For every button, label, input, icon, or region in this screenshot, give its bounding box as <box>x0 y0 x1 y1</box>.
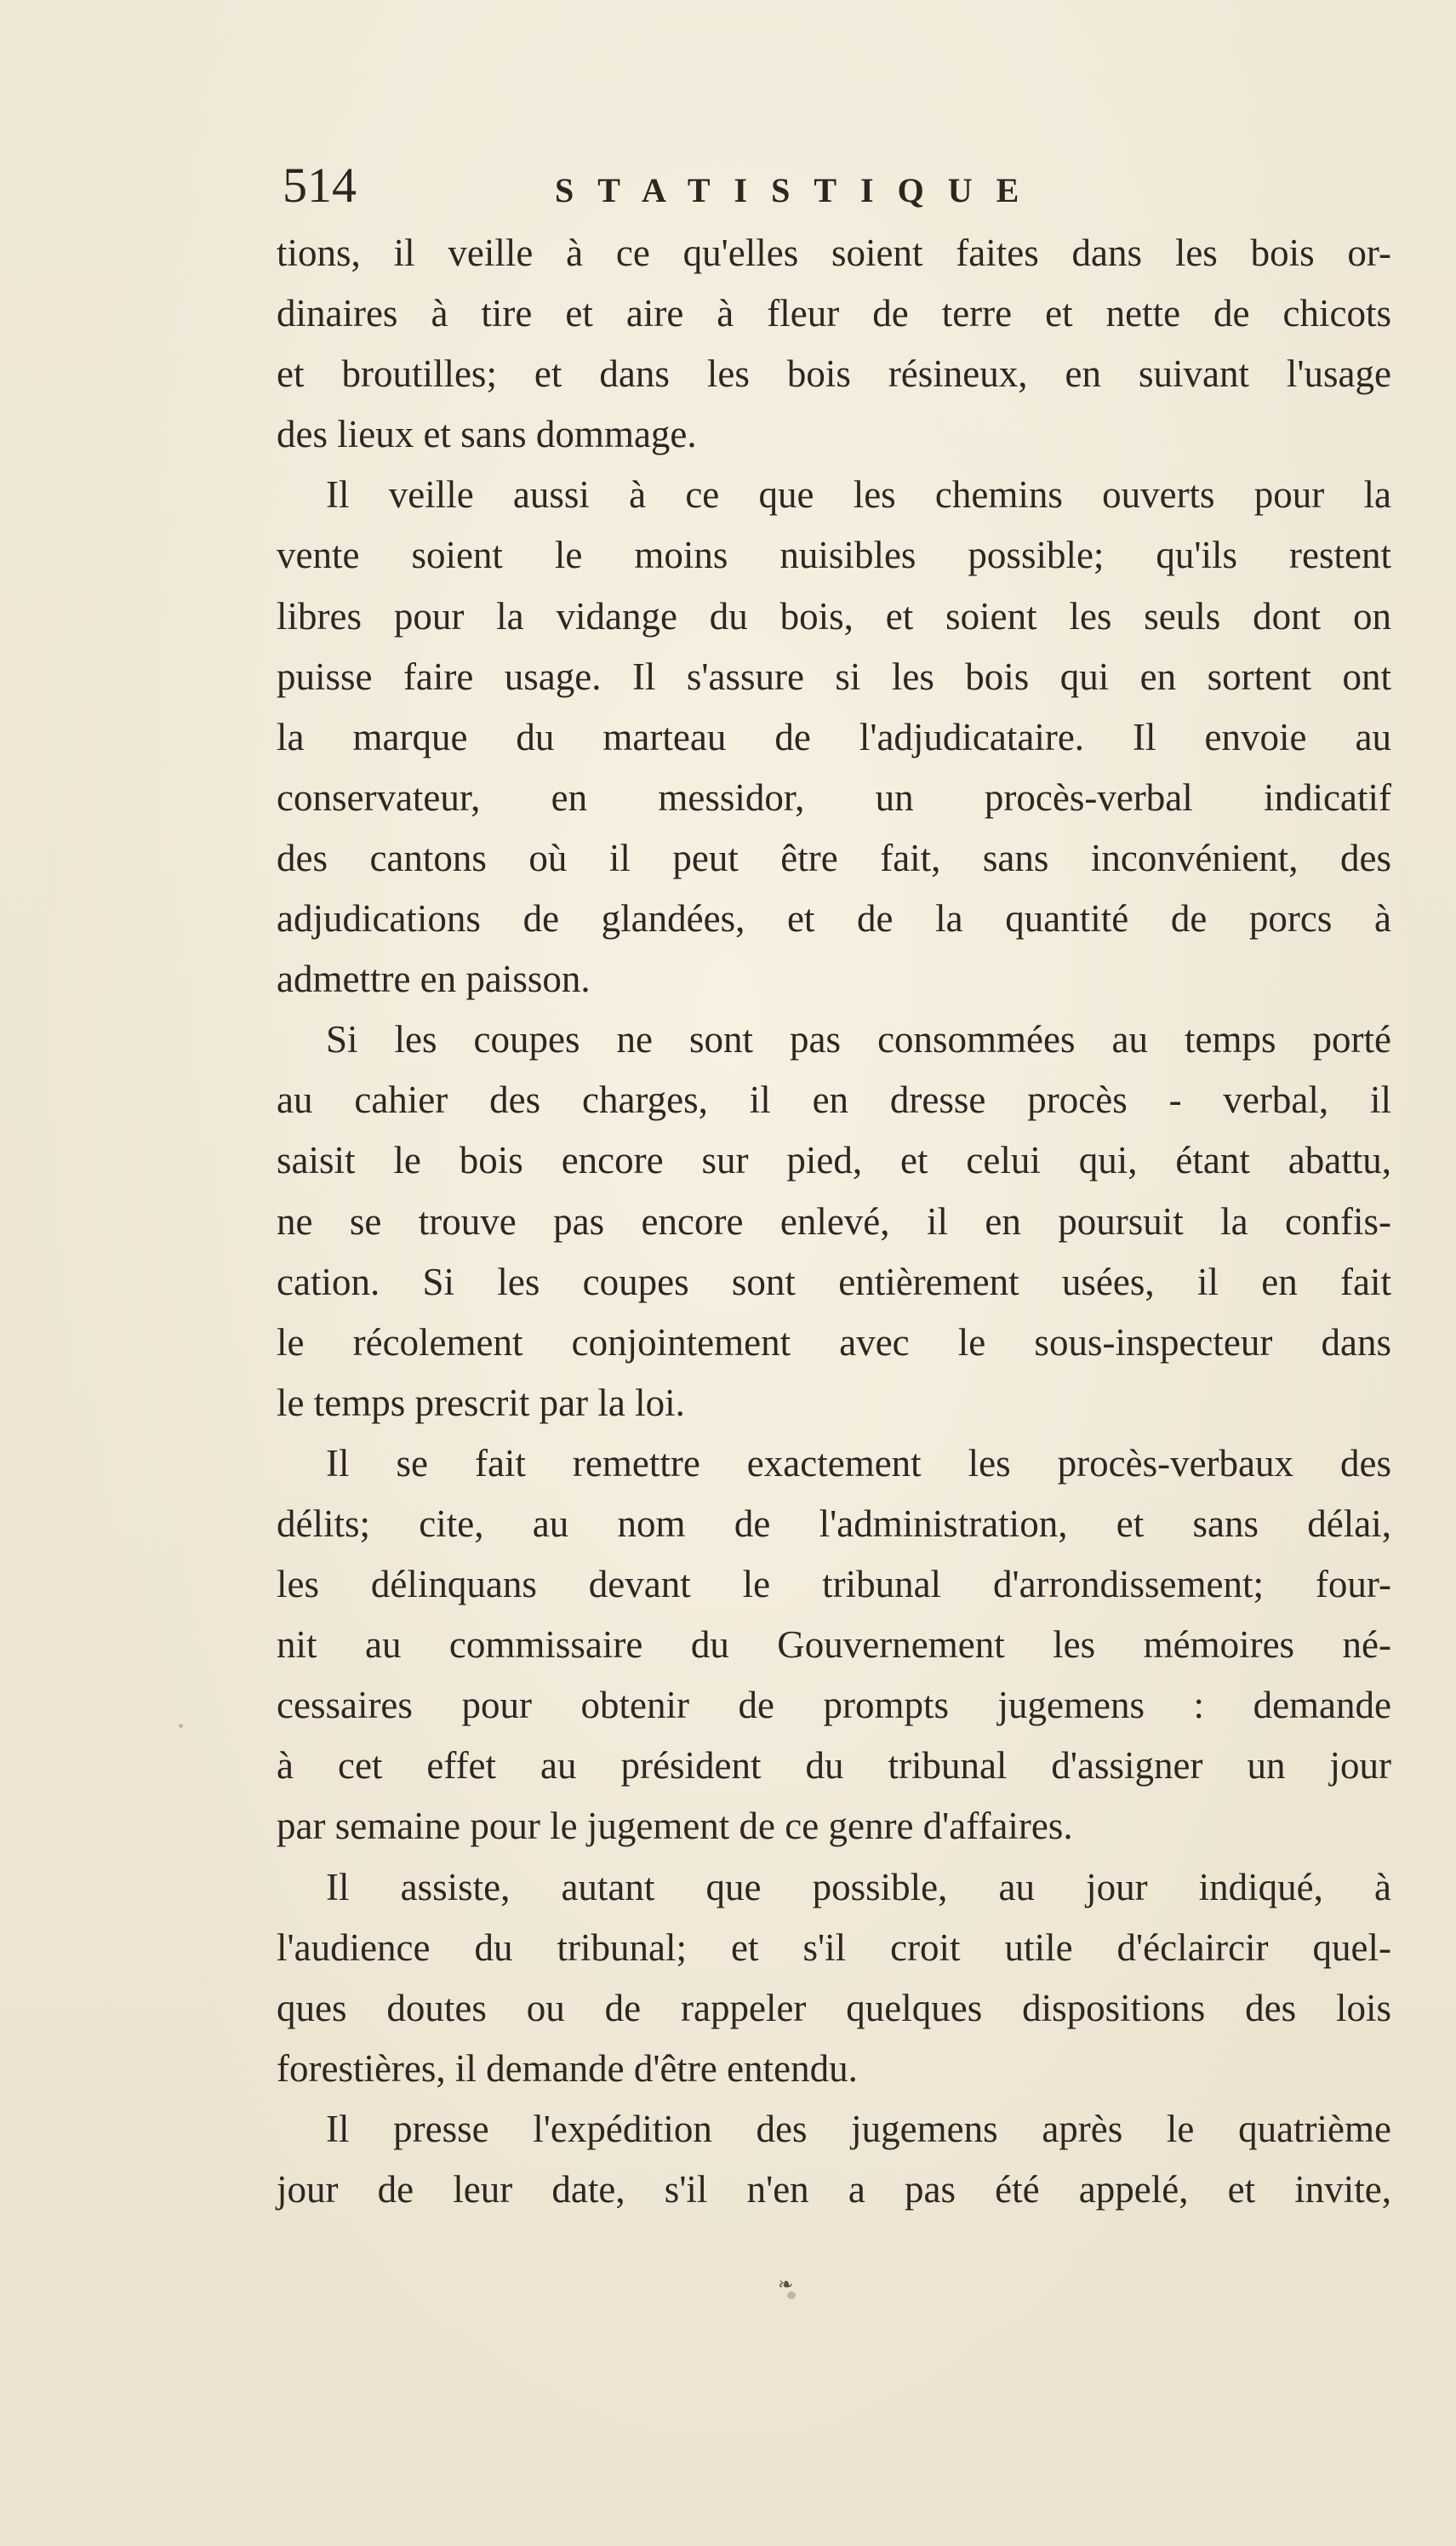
text-line: des cantons où il peut être fait, sans inconvénient, des <box>277 836 1391 879</box>
text-line: saisit le bois encore sur pied, et celui qui, étant abattu, <box>277 1139 1391 1182</box>
paper-speck <box>1106 489 1110 493</box>
text-line: Il veille aussi à ce que les chemins ouverts pour la <box>326 473 1391 517</box>
body-text <box>277 223 1391 2220</box>
text-line: les délinquans devant le tribunal d'arrondissement; four- <box>277 1563 1391 1606</box>
text-line: admettre en paisson. <box>277 958 591 1001</box>
text-line: cessaires pour obtenir de prompts jugemens : demande <box>277 1684 1391 1727</box>
text-line: Il se fait remettre exactement les procès-verbaux des <box>326 1441 1391 1485</box>
text-line: ques doutes ou de rappeler quelques dispositions des lois <box>277 1986 1391 2029</box>
page-number: 514 <box>283 157 357 213</box>
text-line: jour de leur date, s'il n'en a pas été appelé, et invite, <box>277 2168 1391 2211</box>
text-line: et broutilles; et dans les bois résineux, en suivant l'usage <box>277 352 1391 396</box>
text-line: libres pour la vidange du bois, et soient les seuls dont on <box>277 594 1391 638</box>
text-line: conservateur, en messidor, un procès-verbal indicatif <box>277 775 1391 819</box>
text-line: nit au commissaire du Gouvernement les mémoires né- <box>277 1623 1391 1667</box>
text-line: dinaires à tire et aire à fleur de terre et nette de chicots <box>277 292 1391 335</box>
text-line: forestières, il demande d'être entendu. <box>277 2046 858 2090</box>
text-line: délits; cite, au nom de l'administration, et sans délai, <box>277 1502 1391 1545</box>
paper-speck <box>787 2291 796 2299</box>
text-line: Si les coupes ne sont pas consommées au temps porté <box>326 1018 1391 1061</box>
text-line: le récolement conjointement avec le sous-inspecteur dans <box>277 1320 1391 1364</box>
text-line: des lieux et sans dommage. <box>277 413 697 456</box>
text-line: ne se trouve pas encore enlevé, il en poursuit la confis- <box>277 1199 1391 1243</box>
text-line: à cet effet au président du tribunal d'assigner un jour <box>277 1744 1391 1788</box>
text-line: au cahier des charges, il en dresse procès - verbal, il <box>277 1078 1391 1122</box>
running-title: STATISTIQUE <box>555 171 1043 209</box>
text-line: puisse faire usage. Il s'assure si les bois qui en sortent ont <box>277 655 1391 698</box>
ink-mark: ❧ <box>778 2274 794 2296</box>
text-line: Il presse l'expédition des jugemens après le quatrième <box>326 2107 1391 2150</box>
text-line: l'audience du tribunal; et s'il croit utile d'éclaircir quel- <box>277 1925 1391 1969</box>
text-line: Il assiste, autant que possible, au jour indiqué, à <box>326 1865 1391 1908</box>
text-line: le temps prescrit par la loi. <box>277 1381 685 1424</box>
text-line: tions, il veille à ce qu'elles soient faites dans les bois or- <box>277 232 1391 274</box>
text-line: cation. Si les coupes sont entièrement usées, il en fait <box>277 1260 1391 1303</box>
text-line: adjudications de glandées, et de la quantité de porcs à <box>277 897 1391 941</box>
text-line: par semaine pour le jugement de ce genre d'affaires. <box>277 1805 1073 1848</box>
paper-speck <box>179 1724 183 1728</box>
running-head <box>283 152 1133 220</box>
text-line: la marque du marteau de l'adjudicataire. Il envoie au <box>277 715 1391 758</box>
text-line: vente soient le moins nuisibles possible; qu'ils restent <box>277 534 1391 577</box>
